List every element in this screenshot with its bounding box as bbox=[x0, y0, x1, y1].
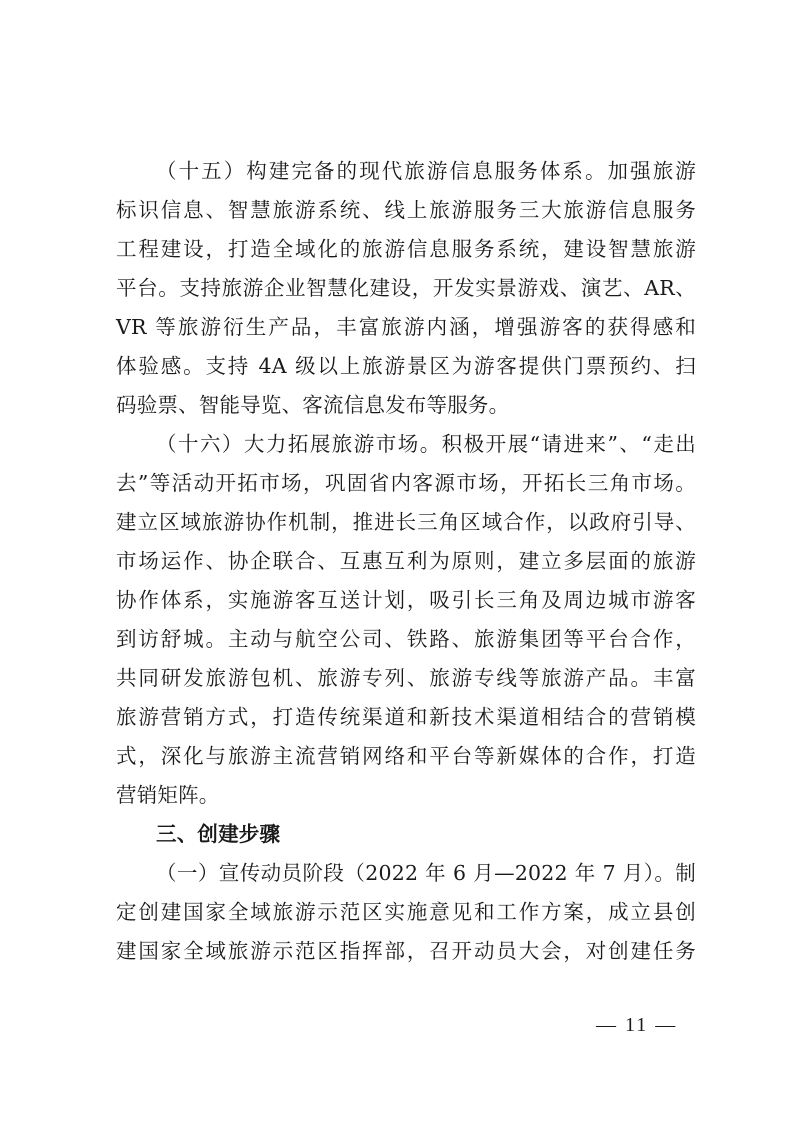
paragraph-16-line-7: 共同研发旅游包机、旅游专列、旅游专线等旅游产品。丰富 bbox=[116, 666, 696, 690]
paragraph-16-line-8: 旅游营销方式，打造传统渠道和新技术渠道相结合的营销模 bbox=[116, 705, 696, 729]
paragraph-15-line-4: 平台。支持旅游企业智慧化建设，开发实景游戏、演艺、AR、 bbox=[116, 276, 696, 300]
paragraph-1-line-3: 建国家全域旅游示范区指挥部，召开动员大会，对创建任务 bbox=[116, 939, 696, 963]
paragraph-16-line-5: 协作体系，实施游客互送计划，吸引长三角及周边城市游客 bbox=[116, 588, 696, 612]
paragraph-15-line-7: 码验票、智能导览、客流信息发布等服务。 bbox=[116, 393, 510, 417]
paragraph-15-line-6: 体验感。支持 4A 级以上旅游景区为游客提供门票预约、扫 bbox=[116, 354, 696, 378]
paragraph-16-line-10: 营销矩阵。 bbox=[116, 783, 220, 807]
paragraph-1-line-2: 定创建国家全域旅游示范区实施意见和工作方案，成立县创 bbox=[116, 900, 696, 924]
page-number: — 11 — bbox=[596, 1014, 678, 1036]
paragraph-16-line-9: 式，深化与旅游主流营销网络和平台等新媒体的合作，打造 bbox=[116, 744, 696, 768]
body-text bbox=[116, 152, 696, 971]
paragraph-16-line-4: 市场运作、协企联合、互惠互利为原则，建立多层面的旅游 bbox=[116, 549, 696, 573]
paragraph-16-line-2: 去”等活动开拓市场，巩固省内客源市场，开拓长三角市场。 bbox=[116, 471, 696, 495]
paragraph-15-line-1: （十五）构建完备的现代旅游信息服务体系。加强旅游 bbox=[156, 159, 696, 183]
paragraph-16-line-6: 到访舒城。主动与航空公司、铁路、旅游集团等平台合作， bbox=[116, 627, 696, 651]
paragraph-15-line-5: VR 等旅游衍生产品，丰富旅游内涵，增强游客的获得感和 bbox=[116, 315, 696, 339]
paragraph-16-line-1: （十六）大力拓展旅游市场。积极开展“请进来”、“走出 bbox=[156, 432, 696, 456]
paragraph-15-line-3: 工程建设，打造全域化的旅游信息服务系统，建设智慧旅游 bbox=[116, 237, 696, 261]
paragraph-15-line-2: 标识信息、智慧旅游系统、线上旅游服务三大旅游信息服务 bbox=[116, 198, 696, 222]
section-heading: 三、创建步骤 bbox=[156, 822, 281, 846]
paragraph-16-line-3: 建立区域旅游协作机制，推进长三角区域合作，以政府引导、 bbox=[116, 510, 696, 534]
paragraph-1-line-1: （一）宣传动员阶段（2022 年 6 月—2022 年 7 月）。制 bbox=[156, 861, 696, 885]
